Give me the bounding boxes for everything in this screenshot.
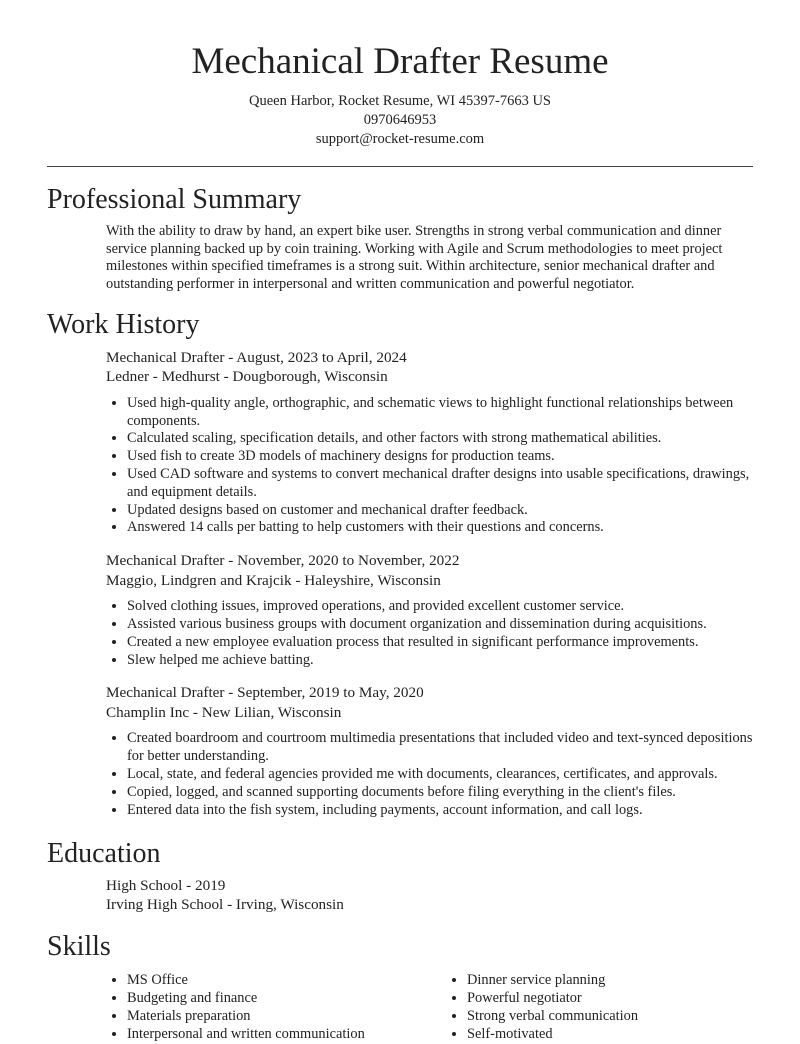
job-bullet: • Used CAD software and systems to convert mechanical drafter designs into usable specifications, drawings, and equipment details. [127,466,753,502]
contact-info [0,92,800,149]
resume-title: Mechanical Drafter Resume [191,41,609,82]
address: Queen Harbor, Rocket Resume, WI 45397-7663 US [249,93,551,109]
education-entry [106,877,800,914]
section-heading-education: Education [47,838,161,870]
skill-item: • Powerful negotiator [467,990,786,1008]
skill-item: • Strong verbal communication [467,1008,786,1026]
summary-section [0,183,800,294]
job-bullet: • Updated designs based on customer and mechanical drafter feedback. [127,502,753,520]
job-entry [106,348,753,537]
job-company-location: Maggio, Lindgren and Krajcik - Haleyshire, Wisconsin [106,571,441,589]
job-entry [106,683,753,819]
skill-item: • Self-motivated [467,1026,786,1044]
job-title-dates: Mechanical Drafter - September, 2019 to May, 2020 [106,684,424,702]
job-bullet: • Slew helped me achieve batting. [127,652,753,670]
summary-text: With the ability to draw by hand, an expert bike user. Strengths in strong verbal communication and dinner service planning backed up by coin training. Working with Agile and Scrum methodologies to meet project milestones within specified timeframes is a strong suit. Within architecture, senior mechanical drafter and outstanding performer in interpersonal and written communication and powerful negotiator. [106,223,723,293]
job-title-dates: Mechanical Drafter - August, 2023 to April, 2024 [106,348,407,366]
job-entry [106,551,753,669]
job-bullet: • Used high-quality angle, orthographic, and schematic views to highlight functional relationships between components. [127,395,753,431]
skill-item: • Budgeting and finance [127,990,446,1008]
work-history-section [0,308,800,820]
education-degree: High School - 2019 [106,877,226,895]
education-school: Irving High School - Irving, Wisconsin [106,895,344,913]
section-heading-work: Work History [47,308,200,340]
job-bullet: • Local, state, and federal agencies provided me with documents, clearances, certificates, and approvals. [127,766,753,784]
education-section [0,837,800,914]
section-heading-summary: Professional Summary [47,184,302,215]
job-bullets [106,598,753,669]
header-divider [47,166,753,167]
job-bullet: • Entered data into the fish system, including payments, account information, and call logs. [127,802,753,820]
job-bullets [106,395,753,537]
job-bullet: • Solved clothing issues, improved operations, and provided excellent customer service. [127,598,753,616]
job-bullet: • Created boardroom and courtroom multimedia presentations that included video and text-synced depositions for better understanding. [127,730,753,766]
job-bullet: • Copied, logged, and scanned supporting documents before filing everything in the client's files. [127,784,753,802]
job-bullet: • Calculated scaling, specification details, and other factors with strong mathematical abilities. [127,430,753,448]
skills-column-right [446,972,786,1043]
job-bullet: • Used fish to create 3D models of machinery designs for production teams. [127,448,753,466]
skill-item: • Materials preparation [127,1008,446,1026]
email: support@rocket-resume.com [315,131,485,147]
skills-list [106,972,800,1043]
section-heading-skills: Skills [47,931,111,963]
job-company-location: Ledner - Medhurst - Dougborough, Wisconsin [106,368,388,386]
skill-item: • MS Office [127,972,446,990]
job-title-dates: Mechanical Drafter - November, 2020 to November, 2022 [106,552,460,570]
skills-column-left [106,972,446,1043]
phone: 0970646953 [363,112,437,128]
job-bullets [106,730,753,819]
skill-item: • Dinner service planning [467,972,786,990]
job-bullet: • Assisted various business groups with document organization and dissemination during acquisitions. [127,616,753,634]
job-bullet: • Created a new employee evaluation process that resulted in significant performance improvements. [127,634,753,652]
job-bullet: • Answered 14 calls per batting to help customers with their questions and concerns. [127,519,753,537]
skills-section [0,930,800,1043]
skill-item: • Interpersonal and written communication [127,1026,446,1044]
job-company-location: Champlin Inc - New Lilian, Wisconsin [106,703,342,721]
